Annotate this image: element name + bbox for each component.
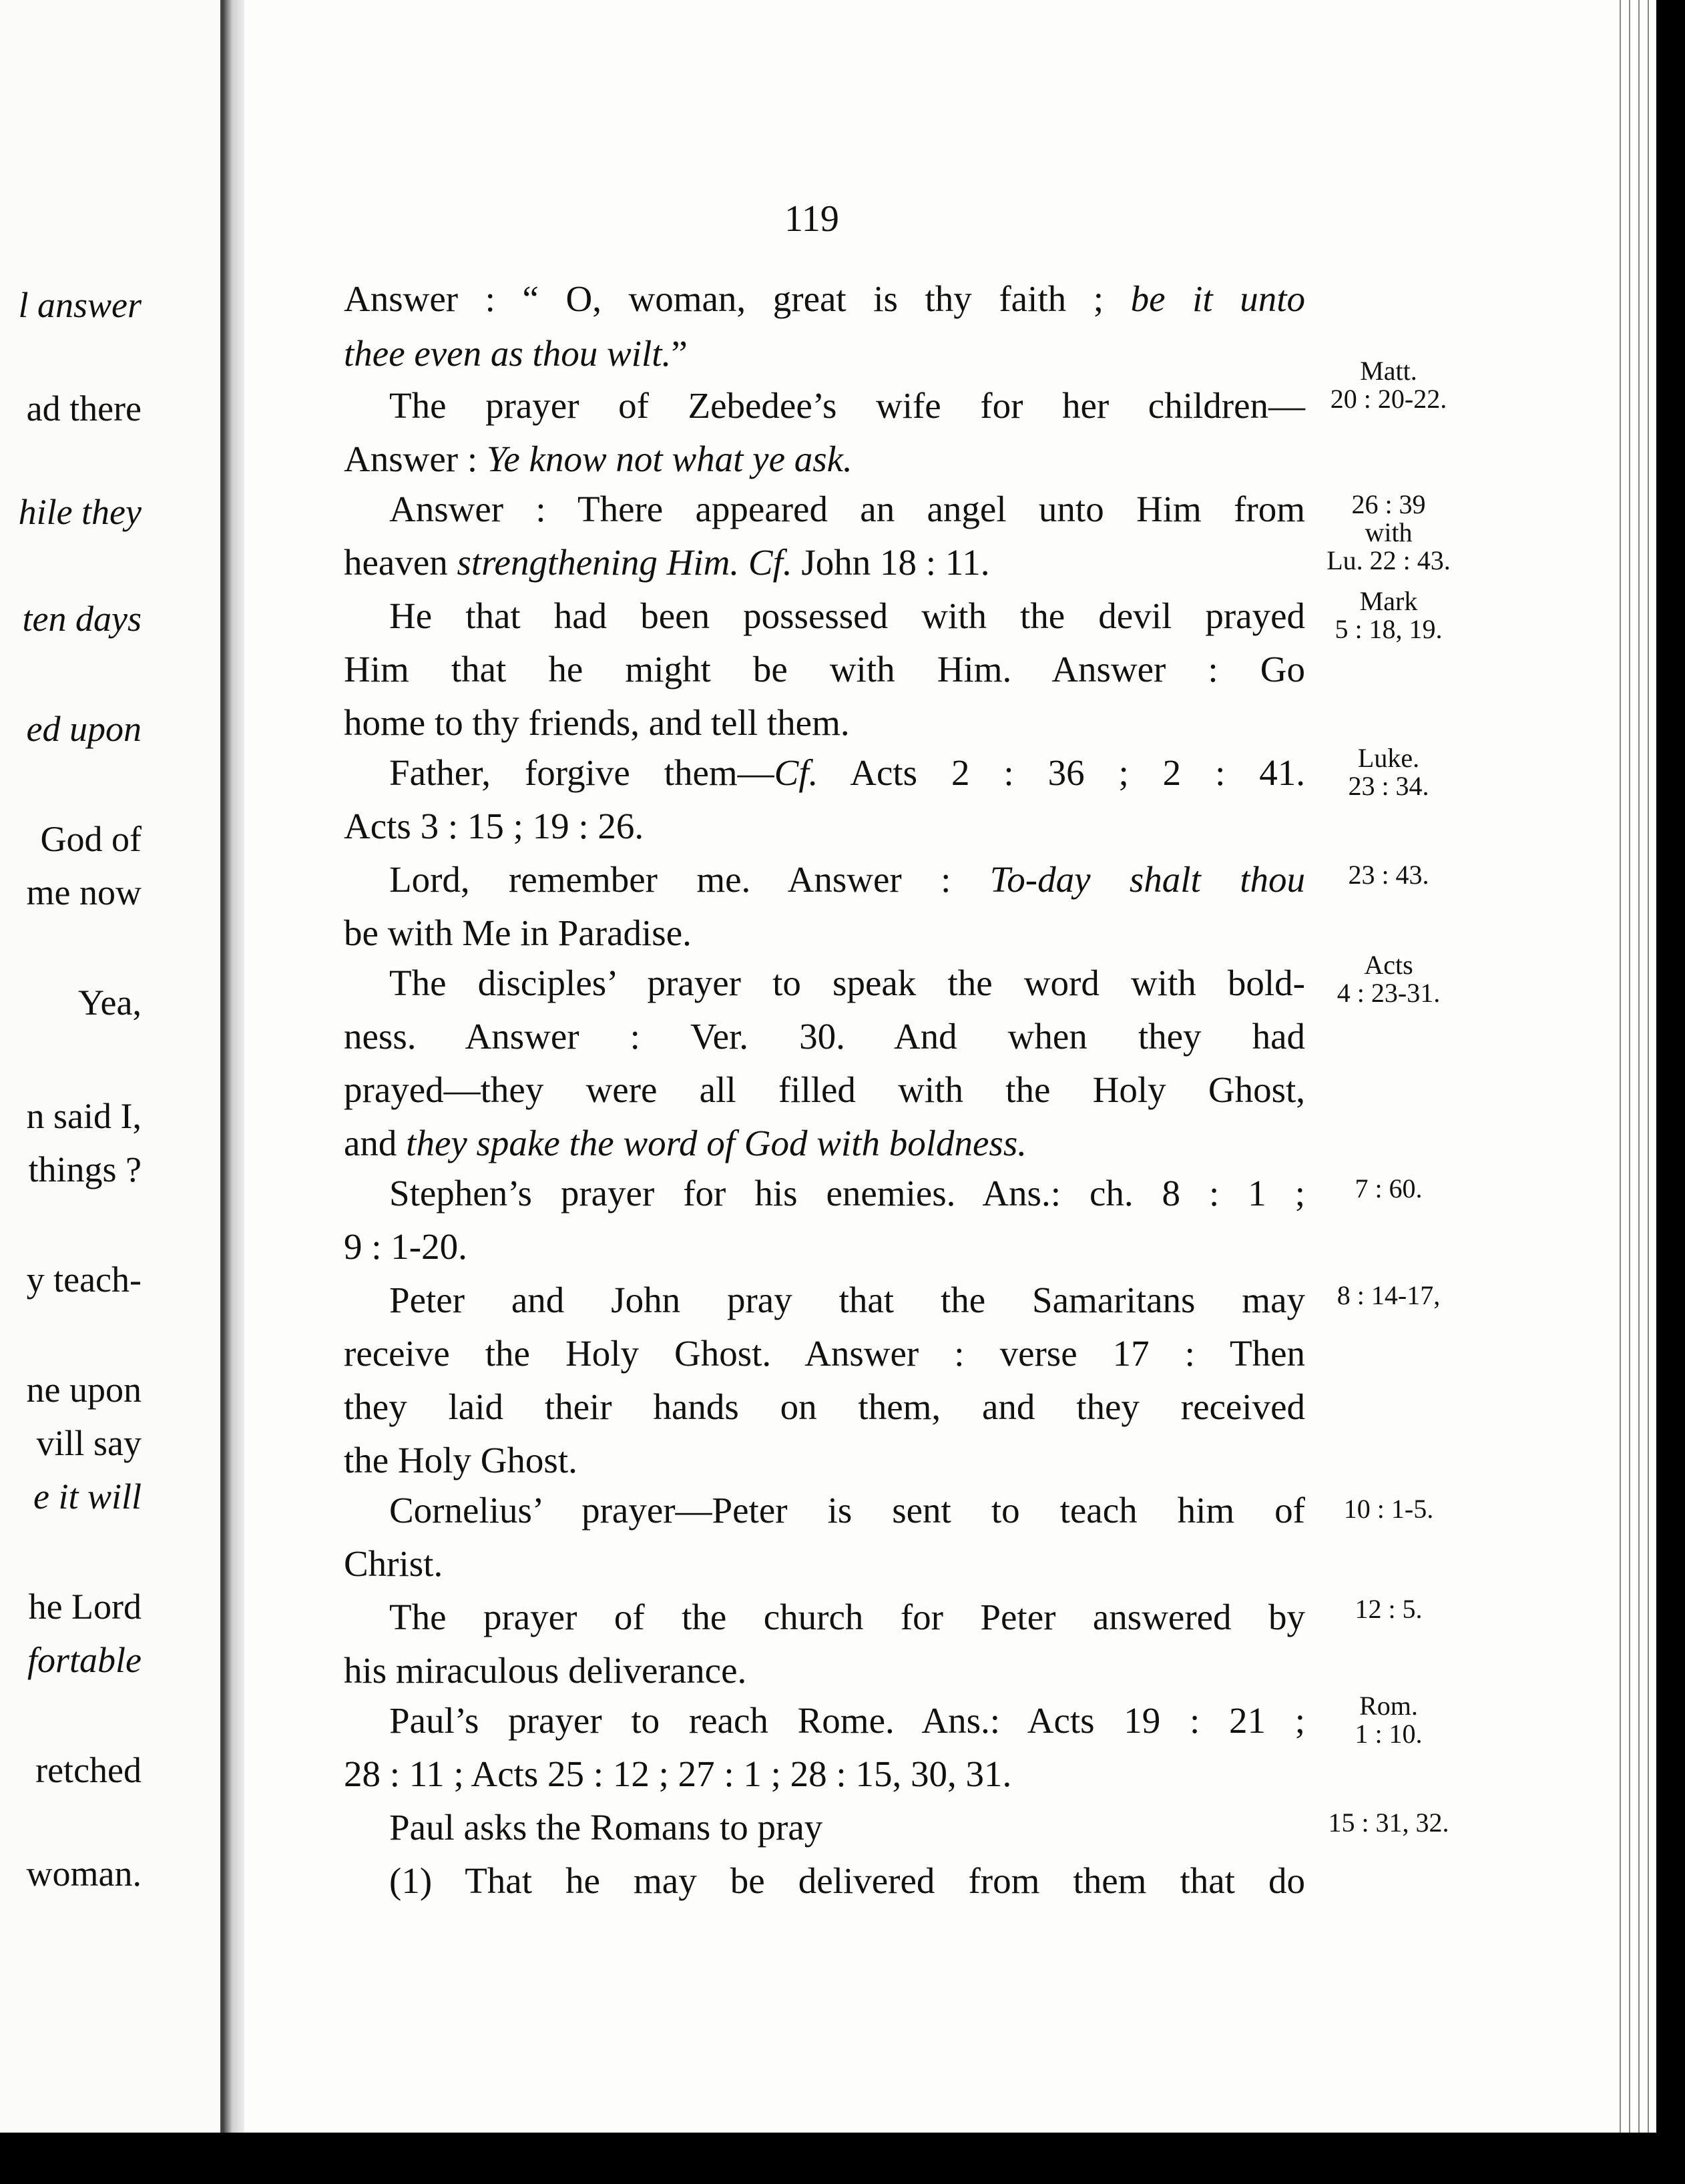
text-segment: prayed—they were all filled with the Holy Ghost,	[344, 1069, 1305, 1110]
marginal-reference-line: 23 : 43.	[1348, 860, 1429, 890]
text-line	[344, 1388, 1305, 1425]
italic-text-segment: Ye know not what ye ask.	[486, 439, 853, 479]
marginal-reference	[1305, 1692, 1472, 1748]
page-number: 119	[784, 198, 839, 240]
text-line	[344, 1442, 1305, 1478]
text-segment: Him that he might be with Him. Answer : Go	[344, 649, 1305, 690]
text-line	[344, 1071, 1305, 1108]
left-page-text-fragment: hile they	[18, 492, 142, 532]
marginal-reference-line: Mark	[1359, 586, 1418, 616]
italic-text-segment: be it unto	[1130, 278, 1305, 319]
marginal-reference-line: Luke.	[1357, 743, 1420, 773]
text-segment: Peter and John pray that the Samaritans may	[389, 1280, 1305, 1320]
marginal-reference	[1305, 861, 1472, 889]
marginal-reference	[1305, 951, 1472, 1007]
italic-text-segment: thee even as thou wilt.	[344, 333, 672, 374]
text-segment: Lord, remember me. Answer :	[389, 859, 990, 900]
left-page-edge	[0, 0, 224, 2143]
marginal-reference	[1305, 1282, 1472, 1310]
text-line	[344, 861, 1305, 898]
marginal-reference-line: Lu. 22 : 43.	[1327, 545, 1451, 575]
marginal-reference	[1305, 491, 1472, 575]
text-line	[344, 280, 1305, 317]
text-segment: John 18 : 11.	[792, 542, 990, 583]
text-line	[344, 1335, 1305, 1372]
text-line	[344, 597, 1305, 634]
left-page-text-fragment: vill say	[36, 1423, 142, 1463]
marginal-reference-line: with	[1365, 517, 1413, 547]
marginal-reference-line: 26 : 39	[1351, 489, 1426, 519]
text-segment: they laid their hands on them, and they received	[344, 1386, 1305, 1427]
text-segment: 9 : 1-20.	[344, 1226, 467, 1267]
italic-text-segment: they spake the word of God with boldness.	[406, 1123, 1027, 1163]
text-line	[344, 1545, 1305, 1582]
text-segment: 28 : 11 ; Acts 25 : 12 ; 27 : 1 ; 28 : 15, 30, 31.	[344, 1753, 1012, 1794]
left-page-text-fragment: he Lord	[28, 1587, 142, 1627]
marginal-reference-line: 1 : 10.	[1355, 1719, 1423, 1749]
text-line	[344, 1652, 1305, 1689]
left-page-text-fragment: ad there	[26, 388, 142, 429]
marginal-reference-line: 20 : 20-22.	[1330, 384, 1447, 414]
marginal-reference	[1305, 744, 1472, 800]
text-line	[344, 965, 1305, 1001]
marginal-reference-line: Acts	[1364, 950, 1413, 980]
left-page-text-fragment: ne upon	[26, 1370, 142, 1410]
marginal-reference	[1305, 1809, 1472, 1837]
text-segment: He that had been possessed with the devil prayed	[389, 595, 1305, 636]
marginal-reference-line: 15 : 31, 32.	[1328, 1808, 1449, 1838]
text-segment: The disciples’ prayer to speak the word with bold-	[389, 963, 1305, 1003]
text-line	[344, 1702, 1305, 1739]
text-line	[344, 387, 1305, 424]
text-line	[344, 1282, 1305, 1318]
text-segment: be with Me in Paradise.	[344, 912, 692, 953]
text-line	[344, 1228, 1305, 1265]
text-segment: and	[344, 1123, 407, 1163]
marginal-reference-line: 8 : 14-17,	[1337, 1280, 1441, 1310]
left-page-text-fragment: woman.	[26, 1854, 142, 1894]
text-segment: ”	[671, 333, 688, 374]
text-segment: heaven	[344, 542, 457, 583]
left-page-text-fragment: God of	[40, 819, 142, 859]
left-page-text-fragment: l answer	[18, 285, 142, 325]
text-segment: (1) That he may be delivered from them that do	[389, 1860, 1305, 1901]
left-page-text-fragment: retched	[35, 1750, 142, 1790]
text-segment: home to thy friends, and tell them.	[344, 702, 850, 743]
book-gutter	[224, 0, 244, 2143]
text-segment: receive the Holy Ghost. Answer : verse 17 : Then	[344, 1333, 1305, 1374]
text-segment: Answer :	[344, 439, 487, 479]
text-line	[344, 914, 1305, 951]
text-line	[344, 441, 1305, 477]
text-line	[344, 1492, 1305, 1529]
marginal-reference	[1305, 587, 1472, 643]
marginal-reference-line: 12 : 5.	[1355, 1594, 1423, 1624]
text-segment: Acts 3 : 15 ; 19 : 26.	[344, 806, 644, 846]
italic-text-segment: Cf.	[774, 752, 818, 793]
text-line	[344, 1599, 1305, 1635]
marginal-reference-line: Matt.	[1360, 356, 1417, 386]
text-segment: his miraculous deliverance.	[344, 1650, 747, 1691]
text-line	[344, 1809, 1305, 1846]
text-line	[344, 491, 1305, 527]
left-page-text-fragment: Yea,	[77, 983, 142, 1023]
left-page-text-fragment: e it will	[33, 1476, 142, 1517]
text-line	[344, 1125, 1305, 1161]
text-segment: Acts 2 : 36 ; 2 : 41.	[818, 752, 1306, 793]
text-line	[344, 651, 1305, 688]
text-line	[344, 1018, 1305, 1055]
text-line	[344, 808, 1305, 844]
marginal-reference-line: 5 : 18, 19.	[1335, 614, 1443, 644]
italic-text-segment: To-day shalt thou	[989, 859, 1305, 900]
left-page-text-fragment: y teach-	[26, 1260, 142, 1300]
marginal-reference	[1305, 1595, 1472, 1623]
text-line	[344, 544, 1305, 581]
text-segment: Stephen’s prayer for his enemies. Ans.: ch. 8 : 1 ;	[389, 1173, 1305, 1213]
text-segment: the Holy Ghost.	[344, 1440, 577, 1480]
text-line	[344, 1175, 1305, 1211]
text-line	[344, 335, 1305, 372]
left-page-text-fragment: me now	[26, 872, 142, 912]
left-page-text-fragment: n said I,	[26, 1096, 142, 1136]
marginal-reference-line: 4 : 23-31.	[1337, 978, 1441, 1008]
left-page-text-fragment: ed upon	[26, 709, 142, 749]
text-line	[344, 704, 1305, 741]
text-line	[344, 1862, 1305, 1899]
text-segment: The prayer of the church for Peter answered by	[389, 1597, 1305, 1637]
text-segment: Father, forgive them—	[389, 752, 774, 793]
scan-bottom-border	[0, 2133, 1685, 2184]
text-segment: ness. Answer : Ver. 30. And when they had	[344, 1016, 1305, 1057]
text-segment: Christ.	[344, 1543, 443, 1584]
marginal-reference	[1305, 1175, 1472, 1203]
text-segment: The prayer of Zebedee’s wife for her children—	[389, 385, 1305, 426]
italic-text-segment: strengthening Him. Cf.	[457, 542, 792, 583]
text-segment: Paul asks the Romans to pray	[389, 1807, 823, 1848]
text-line	[344, 1755, 1305, 1792]
marginal-reference-line: 7 : 60.	[1355, 1173, 1423, 1203]
text-line	[344, 754, 1305, 791]
text-segment: Answer : “ O, woman, great is thy faith ;	[344, 278, 1131, 319]
left-page-text-fragment: ten days	[22, 599, 142, 639]
marginal-reference	[1305, 357, 1472, 413]
text-segment: Answer : There appeared an angel unto Him from	[389, 489, 1305, 529]
text-segment: Cornelius’ prayer—Peter is sent to teach him of	[389, 1490, 1305, 1531]
left-page-text-fragment: fortable	[27, 1640, 142, 1680]
marginal-reference-line: 10 : 1-5.	[1343, 1494, 1434, 1524]
marginal-reference-line: 23 : 34.	[1348, 771, 1429, 801]
marginal-reference-line: Rom.	[1359, 1691, 1418, 1721]
left-page-text-fragment: things ?	[28, 1149, 142, 1189]
text-segment: Paul’s prayer to reach Rome. Ans.: Acts 19 : 21 ;	[389, 1700, 1305, 1741]
marginal-reference	[1305, 1495, 1472, 1523]
page-edge-stack	[1616, 0, 1649, 2143]
